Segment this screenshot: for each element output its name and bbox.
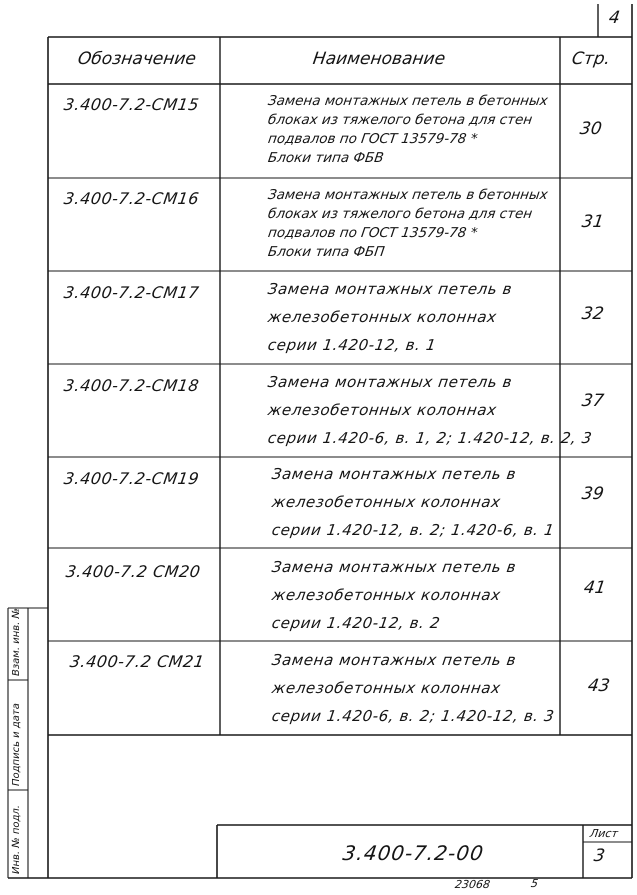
- row-designation: 3.400-7.2-СМ17: [62, 283, 201, 302]
- row-name-line: Замена монтажных петель в: [266, 280, 514, 298]
- header-name: Наименование: [311, 49, 447, 69]
- archive-number: 23068: [454, 878, 491, 891]
- row-page: 43: [586, 676, 612, 696]
- row-page: 41: [582, 578, 608, 598]
- row-page: 39: [580, 484, 606, 504]
- row-name-line: подвалов по ГОСТ 13579-78 *: [266, 131, 479, 147]
- row-name-line: блоках из тяжелого бетона для стен: [266, 206, 534, 222]
- row-name-line: Блоки типа ФБП: [266, 244, 386, 260]
- row-name-line: Замена монтажных петель в: [266, 373, 514, 391]
- row-name-line: Замена монтажных петель в: [270, 558, 518, 576]
- row-name-line: серии 1.420-6, в. 2; 1.420-12, в. 3: [270, 707, 556, 725]
- row-name-line: блоках из тяжелого бетона для стен: [266, 112, 534, 128]
- header-designation: Обозначение: [76, 49, 198, 69]
- row-designation: 3.400-7.2-СМ16: [62, 189, 201, 208]
- side-label-replacement: Взам. инв. №: [11, 608, 22, 676]
- header-page: Стр.: [570, 49, 612, 69]
- sheet-number: 3: [592, 846, 607, 866]
- document-code: 3.400-7.2-00: [341, 841, 486, 865]
- row-name-line: Замена монтажных петель в: [270, 465, 518, 483]
- row-name-line: железобетонных колоннах: [266, 308, 498, 326]
- row-name-line: железобетонных колоннах: [266, 401, 498, 419]
- row-designation: 3.400-7.2 СМ20: [64, 562, 202, 581]
- row-name-line: серии 1.420-12, в. 1: [266, 336, 438, 354]
- sheet-label: Лист: [589, 827, 619, 840]
- row-page: 30: [578, 119, 604, 139]
- row-page: 31: [580, 212, 606, 232]
- row-page: 37: [580, 391, 606, 411]
- row-designation: 3.400-7.2-СМ15: [62, 95, 201, 114]
- corner-sheet-number: 4: [607, 8, 622, 28]
- row-name-line: железобетонных колоннах: [270, 493, 502, 511]
- side-label-signature: Подпись и дата: [11, 703, 22, 786]
- format-number: 5: [530, 877, 539, 890]
- row-page: 32: [580, 304, 606, 324]
- row-name-line: Блоки типа ФБВ: [266, 150, 385, 166]
- row-designation: 3.400-7.2-СМ19: [62, 469, 201, 488]
- row-name-line: железобетонных колоннах: [270, 586, 502, 604]
- row-name-line: Замена монтажных петель в бетонных: [266, 187, 549, 203]
- row-name-line: Замена монтажных петель в: [270, 651, 518, 669]
- row-name-line: серии 1.420-12, в. 2; 1.420-6, в. 1: [270, 521, 556, 539]
- row-name-line: серии 1.420-6, в. 1, 2; 1.420-12, в. 2, 3: [266, 429, 594, 447]
- row-name-line: серии 1.420-12, в. 2: [270, 614, 442, 632]
- row-name-line: Замена монтажных петель в бетонных: [266, 93, 549, 109]
- row-name-line: подвалов по ГОСТ 13579-78 *: [266, 225, 479, 241]
- row-name-line: железобетонных колоннах: [270, 679, 502, 697]
- row-designation: 3.400-7.2-СМ18: [62, 376, 201, 395]
- row-designation: 3.400-7.2 СМ21: [68, 652, 206, 671]
- side-label-inventory: Инв. № подл.: [11, 805, 22, 874]
